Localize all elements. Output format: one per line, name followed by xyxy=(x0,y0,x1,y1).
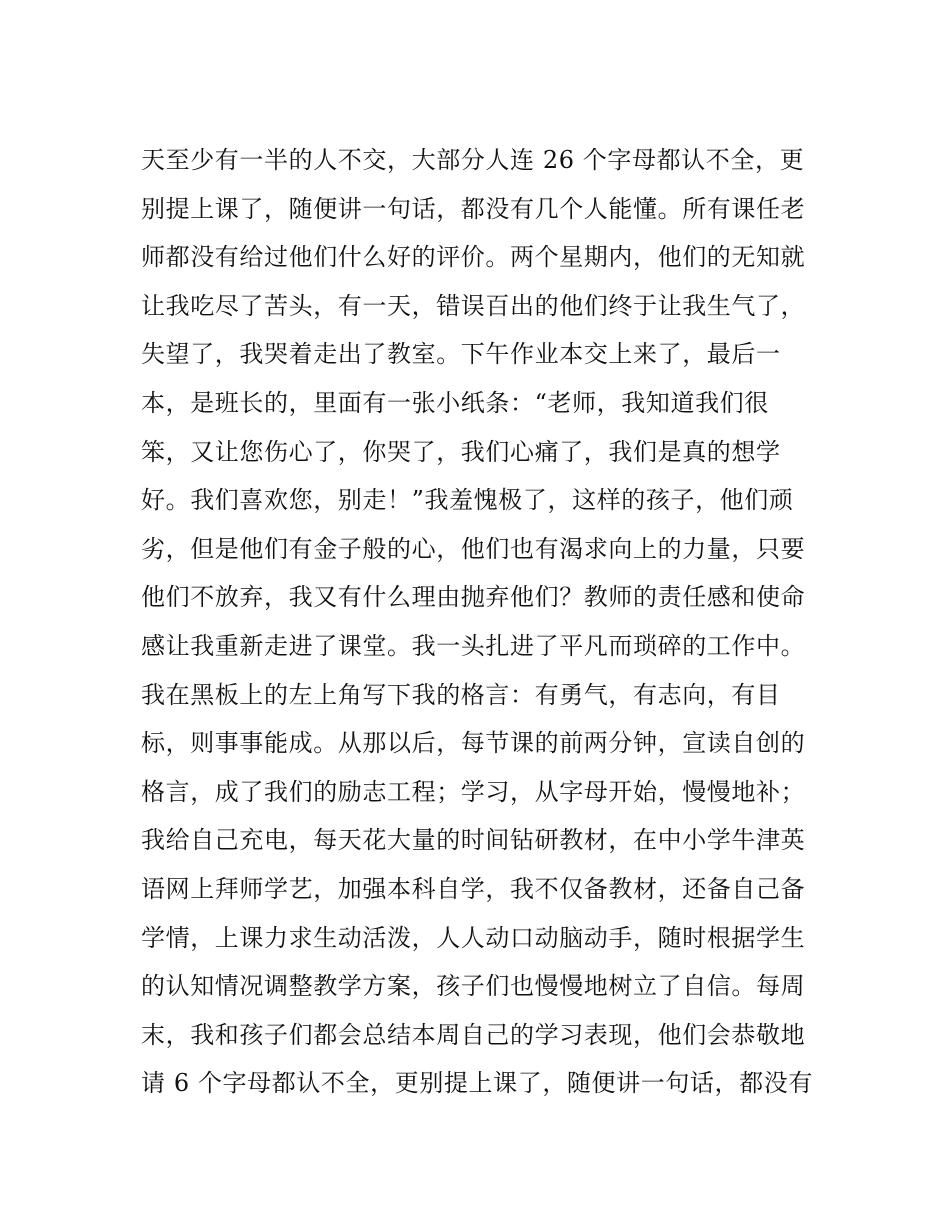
text-line-19: 末，我和孩子们都会总结本周自己的学习表现，他们会恭敬地 xyxy=(141,1020,806,1049)
text-line-14: 格言，成了我们的励志工程；学习，从字母开始，慢慢地补； xyxy=(141,777,806,806)
text-line-18: 的认知情况调整教学方案，孩子们也慢慢地树立了自信。每周 xyxy=(141,972,806,1001)
text-line-3: 师都没有给过他们什么好的评价。两个星期内，他们的无知就 xyxy=(141,243,806,272)
text-line-7: 笨，又让您伤心了，你哭了，我们心痛了，我们是真的想学 xyxy=(141,437,781,466)
text-line-10: 他们不放弃，我又有什么理由抛弃他们？教师的责任感和使命 xyxy=(141,583,806,612)
text-line-15: 我给自己充电，每天花大量的时间钻研教材，在中小学牛津英 xyxy=(141,826,806,855)
text-line-5: 失望了，我哭着走出了教室。下午作业本交上来了，最后一 xyxy=(141,340,781,369)
text-line-13: 标，则事事能成。从那以后，每节课的前两分钟，宣读自创的 xyxy=(141,729,806,758)
text-line-1: 天至少有一半的人不交，大部分人连 26 个字母都认不全，更 xyxy=(141,146,805,174)
text-line-16: 语网上拜师学艺，加强本科自学，我不仅备教材，还备自己备 xyxy=(141,874,806,903)
text-line-20: 请 6 个字母都认不全，更别提上课了，随便讲一句话，都没有 xyxy=(141,1069,813,1098)
text-line-4: 让我吃尽了苦头，有一天，错误百出的他们终于让我生气了， xyxy=(141,291,806,320)
text-line-2: 别提上课了，随便讲一句话，都没有几个人能懂。所有课任老 xyxy=(141,194,806,223)
text-line-12: 我在黑板上的左上角写下我的格言：有勇气，有志向，有目 xyxy=(141,680,781,709)
text-line-17: 学情，上课力求生动活泼，人人动口动脑动手，随时根据学生 xyxy=(141,923,806,952)
text-line-9: 劣，但是他们有金子般的心，他们也有渴求向上的力量，只要 xyxy=(141,534,806,563)
body-text xyxy=(141,136,821,1108)
text-line-8: 好。我们喜欢您，别走！”我羞愧极了，这样的孩子，他们顽 xyxy=(141,486,794,515)
text-line-6: 本，是班长的，里面有一张小纸条：“老师，我知道我们很 xyxy=(141,388,769,417)
text-line-11: 感让我重新走进了课堂。我一头扎进了平凡而琐碎的工作中。 xyxy=(141,631,806,660)
